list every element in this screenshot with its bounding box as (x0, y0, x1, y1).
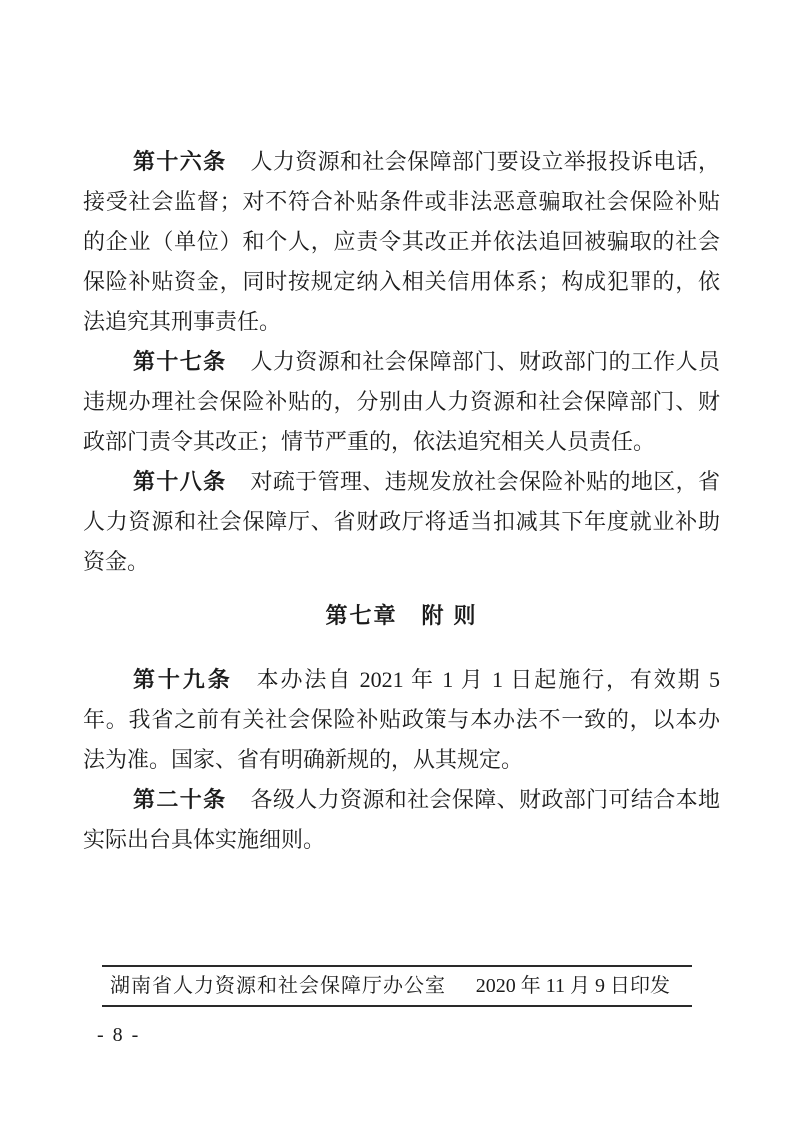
article-19-number: 第十九条 (133, 667, 233, 692)
document-footer (102, 965, 692, 1007)
chapter-heading: 第七章 附 则 (325, 603, 478, 628)
article-17-text: 人力资源和社会保障部门、财政部门的工作人员违规办理社会保险补贴的，分别由人力资源和社会保障部门、财政部门责令其改正；情节严重的，依法追究相关人员责任。 (83, 349, 720, 454)
article-20-text: 各级人力资源和社会保障、财政部门可结合本地实际出台具体实施细则。 (83, 787, 720, 852)
page-number: - 8 - (97, 1024, 141, 1046)
article-19-paragraph (83, 660, 720, 780)
article-17-paragraph (83, 342, 720, 462)
article-16-number: 第十六条 (133, 149, 227, 174)
issuing-office: 湖南省人力资源和社会保障厅办公室 (110, 975, 446, 997)
article-16-paragraph (83, 142, 720, 342)
print-date: 2020 年 11 月 9 日印发 (475, 975, 670, 997)
article-19-text: 本办法自 2021 年 1 月 1 日起施行，有效期 5 年。我省之前有关社会保险补贴政策与本办法不一致的，以本办法为准。国家、省有明确新规的，从其规定。 (83, 667, 720, 772)
article-18-paragraph (83, 462, 720, 582)
article-16-text: 人力资源和社会保障部门要设立举报投诉电话，接受社会监督；对不符合补贴条件或非法恶意骗取社会保险补贴的企业（单位）和个人，应责令其改正并依法追回被骗取的社会保险补贴资金，同时按规定纳入相关信用体系；构成犯罪的，依法追究其刑事责任。 (83, 149, 720, 334)
article-18-number: 第十八条 (133, 469, 227, 494)
article-17-number: 第十七条 (133, 349, 227, 374)
article-18-text: 对疏于管理、违规发放社会保险补贴的地区，省人力资源和社会保障厅、省财政厅将适当扣减其下年度就业补助资金。 (83, 469, 720, 574)
article-20-paragraph (83, 780, 720, 860)
document-body (83, 142, 720, 860)
article-20-number: 第二十条 (133, 787, 227, 812)
